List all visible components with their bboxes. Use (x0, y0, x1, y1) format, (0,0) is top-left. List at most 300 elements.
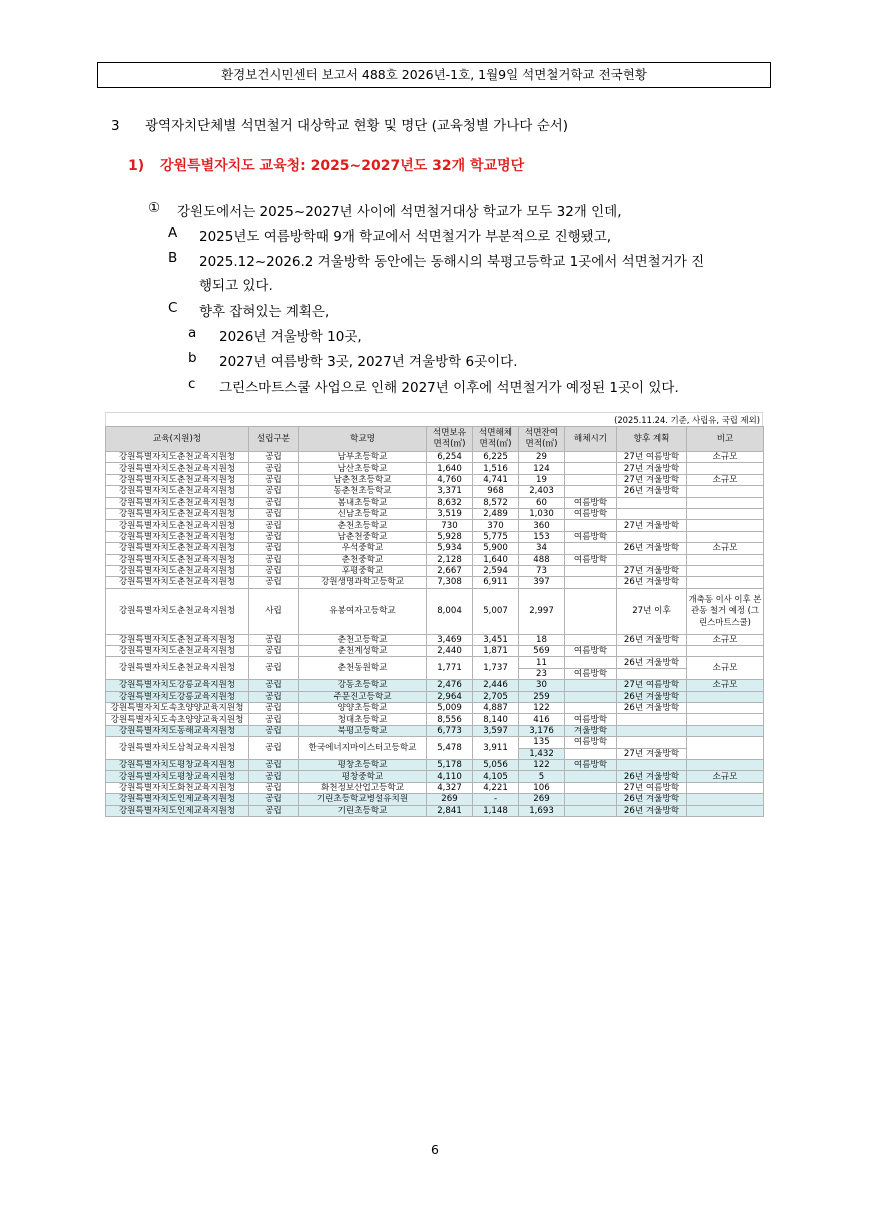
list-text: 2027년 여름방학 3곳, 2027년 겨울방학 6곳이다. (219, 354, 518, 370)
cell: 강원특별자치도춘천교육지원청 (106, 508, 249, 519)
cell: 강원특별자치도춘천교육지원청 (106, 497, 249, 508)
cell: 259 (519, 691, 565, 702)
cell: 공립 (249, 794, 299, 805)
cell: 강원특별자치도춘천교육지원청 (106, 646, 249, 657)
cell: 공립 (249, 554, 299, 565)
cell: 27년 이후 (617, 588, 687, 634)
list-marker: ① (148, 200, 161, 216)
list-marker: C (168, 300, 178, 316)
table-row (106, 634, 764, 645)
cell: 공립 (249, 543, 299, 554)
table-note: (2025.11.24. 기준, 사립유, 국립 제외) (105, 412, 763, 426)
list-marker: A (168, 225, 178, 241)
cell: 26년 겨울방학 (617, 794, 687, 805)
cell: 공립 (249, 486, 299, 497)
school-list-table (105, 426, 764, 817)
cell: 1,693 (519, 805, 565, 816)
cell: 416 (519, 714, 565, 725)
cell: 강원특별자치도춘천교육지원청 (106, 577, 249, 588)
cell (617, 725, 687, 736)
cell (565, 463, 617, 474)
cell: 153 (519, 531, 565, 542)
cell (565, 748, 617, 759)
cell: 공립 (249, 463, 299, 474)
cell: 30 (519, 680, 565, 691)
cell: 소규모 (687, 634, 764, 645)
cell: 강원특별자치도춘천교육지원청 (106, 634, 249, 645)
cell: 강원특별자치도춘천교육지원청 (106, 554, 249, 565)
cell: 소규모 (687, 543, 764, 554)
cell: 27년 여름방학 (617, 782, 687, 793)
list-marker: a (188, 325, 197, 341)
cell: 11 (519, 657, 565, 668)
cell: 남춘천중학교 (299, 531, 427, 542)
cell: 2,841 (427, 805, 473, 816)
cell: 유봉여자고등학교 (299, 588, 427, 634)
cell: 8,632 (427, 497, 473, 508)
table-row (106, 508, 764, 519)
section-title: 광역자치단체별 석면철거 대상학교 현황 및 명단 (교육청별 가나다 순서) (145, 118, 569, 134)
cell (565, 588, 617, 634)
cell (565, 520, 617, 531)
cell: 6,254 (427, 452, 473, 463)
cell (687, 463, 764, 474)
cell: 23 (519, 668, 565, 679)
cell: 공립 (249, 634, 299, 645)
col-header-type: 설립구분 (249, 427, 299, 452)
list-text: 강원도에서는 2025~2027년 사이에 석면철거대상 학교가 모두 32개 인데, (177, 204, 622, 220)
cell: 여름방학 (565, 737, 617, 748)
cell: 4,110 (427, 771, 473, 782)
table-row (106, 646, 764, 657)
cell: 춘천초등학교 (299, 520, 427, 531)
list-marker: B (168, 250, 178, 266)
cell: 공립 (249, 714, 299, 725)
table-row (106, 805, 764, 816)
cell: 2,667 (427, 565, 473, 576)
cell: 강원특별자치도춘천교육지원청 (106, 463, 249, 474)
cell: 공립 (249, 737, 299, 760)
cell (687, 714, 764, 725)
cell: 488 (519, 554, 565, 565)
cell (617, 759, 687, 770)
cell: 6,225 (473, 452, 519, 463)
cell (687, 737, 764, 760)
cell: 5,478 (427, 737, 473, 760)
col-header-school: 학교명 (299, 427, 427, 452)
cell: 8,572 (473, 497, 519, 508)
cell: 강원특별자치도춘천교육지원청 (106, 520, 249, 531)
cell: 1,871 (473, 646, 519, 657)
col-header-note: 비고 (687, 427, 764, 452)
cell: 26년 겨울방학 (617, 543, 687, 554)
cell: 7,308 (427, 577, 473, 588)
cell: 1,640 (427, 463, 473, 474)
cell (565, 703, 617, 714)
cell: 124 (519, 463, 565, 474)
list-text: 그린스마트스쿨 사업으로 인해 2027년 이후에 석면철거가 예정된 1곳이 있다. (219, 380, 679, 396)
cell (565, 474, 617, 485)
cell: 후평중학교 (299, 565, 427, 576)
cell: 5,056 (473, 759, 519, 770)
cell: - (473, 794, 519, 805)
cell: 강원특별자치도춘천교육지원청 (106, 565, 249, 576)
cell: 사립 (249, 588, 299, 634)
cell: 2,594 (473, 565, 519, 576)
cell (565, 577, 617, 588)
cell: 한국에너지마이스터고등학교 (299, 737, 427, 760)
cell: 106 (519, 782, 565, 793)
cell: 360 (519, 520, 565, 531)
cell: 공립 (249, 520, 299, 531)
cell: 2,446 (473, 680, 519, 691)
cell: 여름방학 (565, 531, 617, 542)
cell (565, 782, 617, 793)
table-row (106, 714, 764, 725)
list-text: 향후 잡혀있는 계획은, (199, 304, 330, 320)
table-row (106, 474, 764, 485)
cell: 개축동 이사 이후 본관동 철거 예정 (그린스마트스쿨) (687, 588, 764, 634)
table-row (106, 680, 764, 691)
cell: 공립 (249, 782, 299, 793)
cell (687, 782, 764, 793)
cell: 27년 여름방학 (617, 680, 687, 691)
cell (687, 805, 764, 816)
cell: 양양초등학교 (299, 703, 427, 714)
cell: 북평고등학교 (299, 725, 427, 736)
cell: 2,489 (473, 508, 519, 519)
cell (565, 565, 617, 576)
cell (687, 759, 764, 770)
cell: 춘천동원학교 (299, 657, 427, 680)
cell: 강원특별자치도평창교육지원청 (106, 759, 249, 770)
table-row (106, 497, 764, 508)
cell (565, 543, 617, 554)
cell (687, 565, 764, 576)
cell: 5,900 (473, 543, 519, 554)
cell: 강원특별자치도춘천교육지원청 (106, 531, 249, 542)
cell: 강원특별자치도춘천교육지원청 (106, 657, 249, 680)
cell: 강원특별자치도인제교육지원청 (106, 805, 249, 816)
list-text: 2025.12~2026.2 겨울방학 동안에는 동해시의 북평고등학교 1곳에서 석면철거가 진 (199, 254, 705, 270)
table-row (106, 588, 764, 634)
col-header-total-area: 석면보유 면적(㎡) (427, 427, 473, 452)
cell: 135 (519, 737, 565, 748)
cell (565, 680, 617, 691)
cell (617, 668, 687, 679)
cell: 봄내초등학교 (299, 497, 427, 508)
cell: 평창중학교 (299, 771, 427, 782)
cell (687, 497, 764, 508)
cell: 주문진고등학교 (299, 691, 427, 702)
cell: 강원특별자치도화천교육지원청 (106, 782, 249, 793)
table-row (106, 463, 764, 474)
cell: 2,128 (427, 554, 473, 565)
cell: 공립 (249, 771, 299, 782)
cell (687, 703, 764, 714)
cell (617, 554, 687, 565)
cell (565, 657, 617, 668)
col-header-period: 해체시기 (565, 427, 617, 452)
cell: 강원특별자치도강릉교육지원청 (106, 691, 249, 702)
cell: 공립 (249, 703, 299, 714)
cell: 기린초등학교 (299, 805, 427, 816)
cell: 3,176 (519, 725, 565, 736)
cell (687, 691, 764, 702)
table-header-row (106, 427, 764, 452)
cell: 5 (519, 771, 565, 782)
cell (617, 714, 687, 725)
cell (617, 497, 687, 508)
cell: 신남초등학교 (299, 508, 427, 519)
cell: 73 (519, 565, 565, 576)
col-header-plan: 향후 계획 (617, 427, 687, 452)
list-text: 2026년 겨울방학 10곳, (219, 329, 362, 345)
cell: 강원특별자치도속초양양교육지원청 (106, 714, 249, 725)
list-marker: b (188, 350, 197, 366)
cell: 여름방학 (565, 668, 617, 679)
cell: 공립 (249, 691, 299, 702)
cell: 강원특별자치도평창교육지원청 (106, 771, 249, 782)
cell (565, 691, 617, 702)
subsection-number: 1) (128, 158, 145, 174)
cell: 남춘천초등학교 (299, 474, 427, 485)
cell: 공립 (249, 725, 299, 736)
cell: 소규모 (687, 474, 764, 485)
cell: 강원특별자치도춘천교육지원청 (106, 588, 249, 634)
cell: 6,773 (427, 725, 473, 736)
cell: 2,403 (519, 486, 565, 497)
cell: 8,004 (427, 588, 473, 634)
cell: 공립 (249, 577, 299, 588)
table-row (106, 531, 764, 542)
table-row (106, 782, 764, 793)
cell: 여름방학 (565, 508, 617, 519)
cell: 3,597 (473, 725, 519, 736)
cell: 2,964 (427, 691, 473, 702)
table-row (106, 543, 764, 554)
cell: 27년 겨울방학 (617, 565, 687, 576)
cell: 269 (427, 794, 473, 805)
subsection-heading (128, 155, 524, 175)
cell: 강원특별자치도춘천교육지원청 (106, 543, 249, 554)
cell (687, 577, 764, 588)
table-row (106, 691, 764, 702)
cell: 강원특별자치도동해교육지원청 (106, 725, 249, 736)
cell (687, 508, 764, 519)
cell (687, 531, 764, 542)
cell (687, 725, 764, 736)
cell: 5,775 (473, 531, 519, 542)
cell: 기린초등학교병설유치원 (299, 794, 427, 805)
cell (687, 794, 764, 805)
cell: 청대초등학교 (299, 714, 427, 725)
cell: 122 (519, 759, 565, 770)
page-number: 6 (431, 1142, 439, 1157)
table-row (106, 520, 764, 531)
table-row (106, 554, 764, 565)
table-row (106, 657, 764, 668)
cell: 1,737 (473, 657, 519, 680)
table-row (106, 565, 764, 576)
cell: 춘천계성학교 (299, 646, 427, 657)
col-header-office: 교육(지원)청 (106, 427, 249, 452)
cell: 26년 겨울방학 (617, 486, 687, 497)
cell: 4,887 (473, 703, 519, 714)
cell (687, 646, 764, 657)
cell: 2,476 (427, 680, 473, 691)
cell: 397 (519, 577, 565, 588)
cell: 1,640 (473, 554, 519, 565)
subsection-title: 강원특별자치도 교육청: 2025~2027년도 32개 학교명단 (160, 158, 525, 174)
cell (687, 486, 764, 497)
col-header-remaining-area: 석면잔여 면적(㎡) (519, 427, 565, 452)
cell (565, 452, 617, 463)
table-row (106, 725, 764, 736)
cell: 여름방학 (565, 759, 617, 770)
cell (687, 554, 764, 565)
cell: 평창초등학교 (299, 759, 427, 770)
cell: 남부초등학교 (299, 452, 427, 463)
col-header-removed-area: 석면해체 면적(㎡) (473, 427, 519, 452)
table-row (106, 759, 764, 770)
cell: 60 (519, 497, 565, 508)
cell: 공립 (249, 759, 299, 770)
cell: 공립 (249, 646, 299, 657)
cell: 여름방학 (565, 554, 617, 565)
cell: 소규모 (687, 680, 764, 691)
cell: 2,705 (473, 691, 519, 702)
table-row (106, 794, 764, 805)
cell: 겨울방학 (565, 725, 617, 736)
cell: 1,432 (519, 748, 565, 759)
cell: 공립 (249, 805, 299, 816)
cell: 27년 겨울방학 (617, 748, 687, 759)
cell: 여름방학 (565, 714, 617, 725)
cell: 춘천중학교 (299, 554, 427, 565)
cell: 19 (519, 474, 565, 485)
cell: 남산초등학교 (299, 463, 427, 474)
cell: 5,178 (427, 759, 473, 770)
cell: 27년 겨울방학 (617, 520, 687, 531)
cell: 26년 겨울방학 (617, 771, 687, 782)
cell: 3,519 (427, 508, 473, 519)
cell (617, 508, 687, 519)
cell: 강원특별자치도춘천교육지원청 (106, 474, 249, 485)
cell: 공립 (249, 531, 299, 542)
cell (617, 646, 687, 657)
cell: 26년 겨울방학 (617, 691, 687, 702)
cell: 강원특별자치도삼척교육지원청 (106, 737, 249, 760)
cell: 소규모 (687, 657, 764, 680)
cell: 370 (473, 520, 519, 531)
cell: 18 (519, 634, 565, 645)
cell: 1,148 (473, 805, 519, 816)
cell: 강원특별자치도춘천교육지원청 (106, 452, 249, 463)
cell: 여름방학 (565, 497, 617, 508)
cell (687, 520, 764, 531)
cell: 공립 (249, 508, 299, 519)
cell: 8,556 (427, 714, 473, 725)
cell: 3,911 (473, 737, 519, 760)
cell: 공립 (249, 565, 299, 576)
school-list-table-container (105, 412, 763, 817)
cell: 5,928 (427, 531, 473, 542)
cell: 강원생명과학고등학교 (299, 577, 427, 588)
cell: 26년 겨울방학 (617, 805, 687, 816)
cell: 29 (519, 452, 565, 463)
cell (565, 486, 617, 497)
cell: 공립 (249, 497, 299, 508)
cell: 강원특별자치도속초양양교육지원청 (106, 703, 249, 714)
cell: 공립 (249, 657, 299, 680)
cell: 5,007 (473, 588, 519, 634)
cell: 4,327 (427, 782, 473, 793)
cell: 27년 겨울방학 (617, 474, 687, 485)
cell: 5,934 (427, 543, 473, 554)
table-row (106, 486, 764, 497)
cell: 3,451 (473, 634, 519, 645)
cell: 소규모 (687, 452, 764, 463)
cell: 27년 겨울방학 (617, 463, 687, 474)
cell: 4,760 (427, 474, 473, 485)
cell: 26년 겨울방학 (617, 703, 687, 714)
table-row (106, 771, 764, 782)
cell: 4,741 (473, 474, 519, 485)
cell: 동춘천초등학교 (299, 486, 427, 497)
cell: 강동초등학교 (299, 680, 427, 691)
cell: 소규모 (687, 771, 764, 782)
report-header: 환경보건시민센터 보고서 488호 2026년-1호, 1월9일 석면철거학교 전국현황 (97, 62, 771, 88)
cell: 3,371 (427, 486, 473, 497)
section-number: 3 (111, 118, 120, 134)
list-marker: c (188, 376, 196, 392)
cell: 4,105 (473, 771, 519, 782)
cell: 1,516 (473, 463, 519, 474)
cell: 5,009 (427, 703, 473, 714)
cell: 춘천고등학교 (299, 634, 427, 645)
cell: 공립 (249, 452, 299, 463)
cell: 강원특별자치도춘천교육지원청 (106, 486, 249, 497)
cell: 우석중학교 (299, 543, 427, 554)
table-row (106, 737, 764, 748)
cell: 여름방학 (565, 646, 617, 657)
cell (565, 805, 617, 816)
table-row (106, 452, 764, 463)
cell: 1,030 (519, 508, 565, 519)
cell: 6,911 (473, 577, 519, 588)
cell: 34 (519, 543, 565, 554)
cell: 3,469 (427, 634, 473, 645)
cell: 27년 여름방학 (617, 452, 687, 463)
cell (565, 634, 617, 645)
cell (565, 794, 617, 805)
cell: 8,140 (473, 714, 519, 725)
cell: 26년 겨울방학 (617, 634, 687, 645)
cell: 강원특별자치도강릉교육지원청 (106, 680, 249, 691)
cell: 4,221 (473, 782, 519, 793)
cell: 26년 겨울방학 (617, 657, 687, 668)
cell: 122 (519, 703, 565, 714)
cell: 730 (427, 520, 473, 531)
cell: 화천정보산업고등학교 (299, 782, 427, 793)
cell (617, 531, 687, 542)
table-row (106, 577, 764, 588)
cell: 26년 겨울방학 (617, 577, 687, 588)
section-heading (111, 114, 568, 134)
cell: 공립 (249, 680, 299, 691)
cell: 강원특별자치도인제교육지원청 (106, 794, 249, 805)
